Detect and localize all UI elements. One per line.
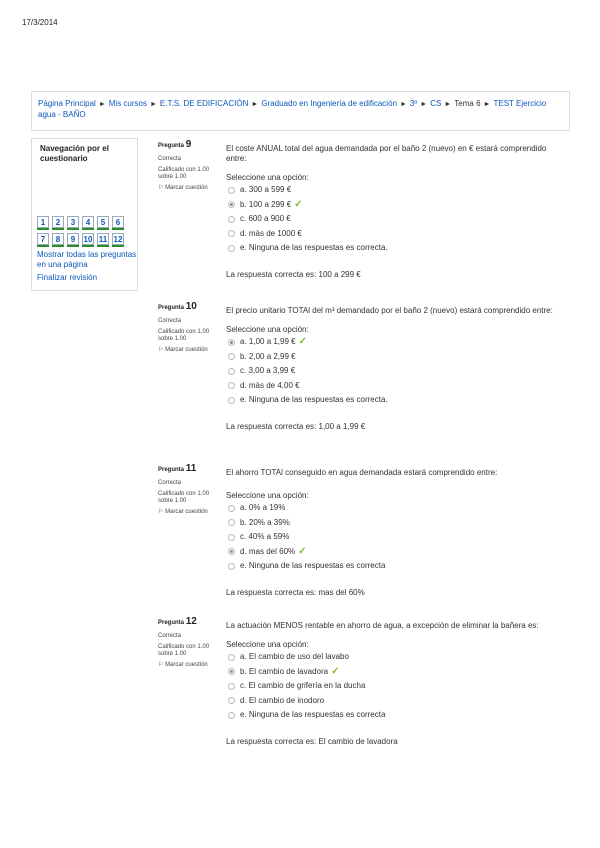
question-info — [158, 618, 218, 669]
question-label: Pregunta — [158, 467, 185, 473]
question-grade: Calificado con 1.00 sobre 1.00 — [158, 491, 210, 504]
radio-button[interactable] — [228, 534, 235, 541]
flag-icon: ⚐ — [158, 509, 164, 515]
question-info — [158, 465, 218, 516]
answer-option[interactable] — [226, 198, 560, 213]
answer-option-label: a. 300 a 599 € — [240, 185, 292, 195]
question-number: 12 — [185, 616, 197, 627]
show-all-questions-link[interactable]: Mostrar todas las preguntas en una página — [37, 250, 137, 269]
flag-question-button[interactable] — [158, 509, 218, 516]
answer-option-label: a. 1,00 a 1,99 € — [240, 337, 296, 347]
question-state: Correcta — [158, 156, 182, 162]
answer-option-label: c. 3,00 a 3,99 € — [240, 366, 296, 376]
answer-option-label: b. El cambio de lavadora — [240, 666, 329, 676]
select-prompt: Seleccione una opción: — [226, 173, 309, 182]
answer-option[interactable] — [226, 241, 560, 256]
question-nav-button[interactable]: 8 — [52, 233, 64, 245]
question-label: Pregunta — [158, 143, 185, 149]
question-nav-button[interactable]: 10 — [83, 235, 93, 244]
question-number: 9 — [185, 139, 192, 150]
radio-button[interactable] — [228, 353, 235, 360]
answer-option-label: e. Ninguna de las respuestas es correcta. — [240, 243, 388, 253]
breadcrumb-year[interactable]: 3º — [409, 99, 418, 108]
answer-option[interactable] — [226, 183, 560, 198]
radio-button[interactable] — [228, 548, 235, 555]
radio-button[interactable] — [228, 339, 235, 346]
question-text: El ahorro TOTAl conseguido en agua demandada estará comprendido entre: — [226, 468, 498, 477]
answer-option[interactable] — [226, 212, 560, 227]
correct-answer-text: La respuesta correcta es: 1,00 a 1,99 € — [226, 421, 366, 431]
correct-answer-text: La respuesta correcta es: mas del 60% — [226, 587, 365, 597]
breadcrumb-degree[interactable]: Graduado en Ingeniería de edificación — [261, 99, 397, 108]
quiz-navigation-block — [31, 138, 138, 291]
breadcrumb — [31, 91, 570, 131]
breadcrumb-separator: ► — [251, 101, 259, 108]
question-nav-button[interactable]: 1 — [37, 216, 49, 228]
correct-check-icon: ✓ — [298, 336, 307, 348]
answer-option-label: c. 600 a 900 € — [240, 214, 291, 224]
answer-option[interactable] — [226, 650, 560, 665]
answer-option[interactable] — [226, 501, 560, 516]
answer-option[interactable] — [226, 530, 560, 545]
breadcrumb-school[interactable]: E.T.S. DE EDIFICACIÓN — [159, 99, 249, 108]
answer-option-label: c. El cambio de grifería en la ducha — [240, 681, 366, 691]
question-nav-button[interactable]: 5 — [97, 216, 109, 228]
question-state: Correcta — [158, 633, 182, 639]
answer-option[interactable] — [226, 350, 560, 365]
question-nav-button[interactable]: 6 — [112, 216, 124, 228]
question-text: El precio unitario TOTAl del m³ demandado por el baño 2 (nuevo) estará comprendido entre: — [226, 306, 553, 315]
question-nav-button[interactable]: 4 — [82, 216, 94, 228]
radio-button[interactable] — [228, 230, 235, 237]
breadcrumb-my-courses[interactable]: Mis cursos — [108, 99, 147, 108]
question-text: El coste ANUAL total del agua demandada por el baño 2 (nuevo) en € estará comprendido entre: — [226, 144, 547, 163]
answer-option-label: e. Ninguna de las respuestas es correcta. — [240, 395, 388, 405]
breadcrumb-course[interactable]: CS — [430, 99, 442, 108]
flag-label: Marcar cuestión — [165, 662, 208, 668]
question-grade: Calificado con 1.00 sobre 1.00 — [158, 329, 210, 342]
question-grade: Calificado con 1.00 sobre 1.00 — [158, 644, 210, 657]
question-info — [158, 303, 218, 354]
breadcrumb-quiz[interactable]: TEST Ejercicio agua - BAÑO — [38, 99, 547, 119]
question-nav-button[interactable]: 3 — [67, 216, 79, 228]
radio-button[interactable] — [228, 245, 235, 252]
breadcrumb-separator: ► — [420, 101, 428, 108]
radio-button[interactable] — [228, 697, 235, 704]
flag-label: Marcar cuestión — [165, 509, 208, 515]
flag-icon: ⚐ — [158, 185, 164, 191]
question-label: Pregunta — [158, 305, 185, 311]
radio-button[interactable] — [228, 201, 235, 208]
answer-option[interactable] — [226, 227, 560, 242]
correct-check-icon: ✓ — [298, 545, 307, 557]
radio-button[interactable] — [228, 187, 235, 194]
breadcrumb-separator: ► — [399, 101, 407, 108]
question-grade: Calificado con 1.00 sobre 1.00 — [158, 167, 210, 180]
select-prompt: Seleccione una opción: — [226, 325, 309, 334]
question-nav-button[interactable]: 7 — [37, 233, 49, 245]
answer-option-label: b. 100 a 299 € — [240, 199, 292, 209]
answer-option-label: d. más de 4,00 € — [240, 380, 300, 390]
select-prompt: Seleccione una opción: — [226, 491, 309, 500]
radio-button[interactable] — [228, 668, 235, 675]
radio-button[interactable] — [228, 654, 235, 661]
flag-question-button[interactable] — [158, 347, 218, 354]
answer-option[interactable] — [226, 516, 560, 531]
question-info — [158, 141, 218, 192]
answer-option-label: d. El cambio de inodoro — [240, 695, 325, 705]
answer-option[interactable] — [226, 364, 560, 379]
flag-question-button[interactable] — [158, 662, 218, 669]
page-date: 17/3/2014 — [22, 18, 58, 27]
question-number: 10 — [185, 301, 197, 312]
flag-label: Marcar cuestión — [165, 185, 208, 191]
answer-option-label: a. El cambio de uso del lavabo — [240, 652, 349, 662]
breadcrumb-topic: Tema 6 — [454, 99, 481, 108]
answer-option-label: d. mas del 60% — [240, 546, 296, 556]
question-label: Pregunta — [158, 620, 185, 626]
radio-button[interactable] — [228, 397, 235, 404]
answer-option[interactable] — [226, 559, 560, 574]
radio-button[interactable] — [228, 712, 235, 719]
correct-answer-text: La respuesta correcta es: El cambio de lavadora — [226, 736, 398, 746]
answer-option[interactable] — [226, 379, 560, 394]
question-nav-button[interactable]: 11 — [98, 235, 108, 244]
breadcrumb-home[interactable]: Página Principal — [38, 99, 96, 108]
radio-button[interactable] — [228, 563, 235, 570]
flag-icon: ⚐ — [158, 347, 164, 353]
breadcrumb-separator: ► — [483, 101, 491, 108]
radio-button[interactable] — [228, 519, 235, 526]
question-text: La actuación MENOS rentable en ahorro de agua, a excepción de eliminar la bañera es: — [226, 621, 539, 630]
answer-option[interactable] — [226, 393, 560, 408]
answer-option-label: a. 0% a 19% — [240, 503, 286, 513]
flag-icon: ⚐ — [158, 662, 164, 668]
finish-review-link[interactable]: Finalizar revisión — [37, 273, 98, 282]
question-state: Correcta — [158, 318, 182, 324]
answer-option[interactable] — [226, 694, 560, 709]
breadcrumb-separator: ► — [98, 101, 106, 108]
answer-option[interactable] — [226, 679, 560, 694]
question-nav-button[interactable]: 2 — [52, 216, 64, 228]
radio-button[interactable] — [228, 368, 235, 375]
radio-button[interactable] — [228, 382, 235, 389]
correct-check-icon: ✓ — [294, 198, 303, 210]
answer-option-label: e. Ninguna de las respuestas es correcta — [240, 561, 386, 571]
answer-option[interactable] — [226, 335, 560, 350]
breadcrumb-separator: ► — [149, 101, 157, 108]
answer-option-label: e. Ninguna de las respuestas es correcta — [240, 710, 386, 720]
answer-option-label: c. 40% a 59% — [240, 532, 290, 542]
answer-option-label: b. 2,00 a 2,99 € — [240, 351, 296, 361]
answer-option[interactable] — [226, 665, 560, 680]
correct-answer-text: La respuesta correcta es: 100 a 299 € — [226, 269, 361, 279]
question-nav-button[interactable]: 12 — [113, 235, 123, 244]
flag-label: Marcar cuestión — [165, 347, 208, 353]
answer-option-label: b. 20% a 39% — [240, 517, 290, 527]
answer-option[interactable] — [226, 545, 560, 560]
select-prompt: Seleccione una opción: — [226, 640, 309, 649]
answer-option[interactable] — [226, 708, 560, 723]
breadcrumb-separator: ► — [444, 101, 452, 108]
question-number: 11 — [185, 463, 197, 474]
question-state: Correcta — [158, 480, 182, 486]
radio-button[interactable] — [228, 683, 235, 690]
radio-button[interactable] — [228, 505, 235, 512]
correct-check-icon: ✓ — [331, 665, 340, 677]
question-nav-button[interactable]: 9 — [67, 233, 79, 245]
flag-question-button[interactable] — [158, 185, 218, 192]
answer-option-label: d. más de 1000 € — [240, 228, 302, 238]
radio-button[interactable] — [228, 216, 235, 223]
quiz-navigation-title: Navegación por el cuestionario — [40, 144, 109, 163]
